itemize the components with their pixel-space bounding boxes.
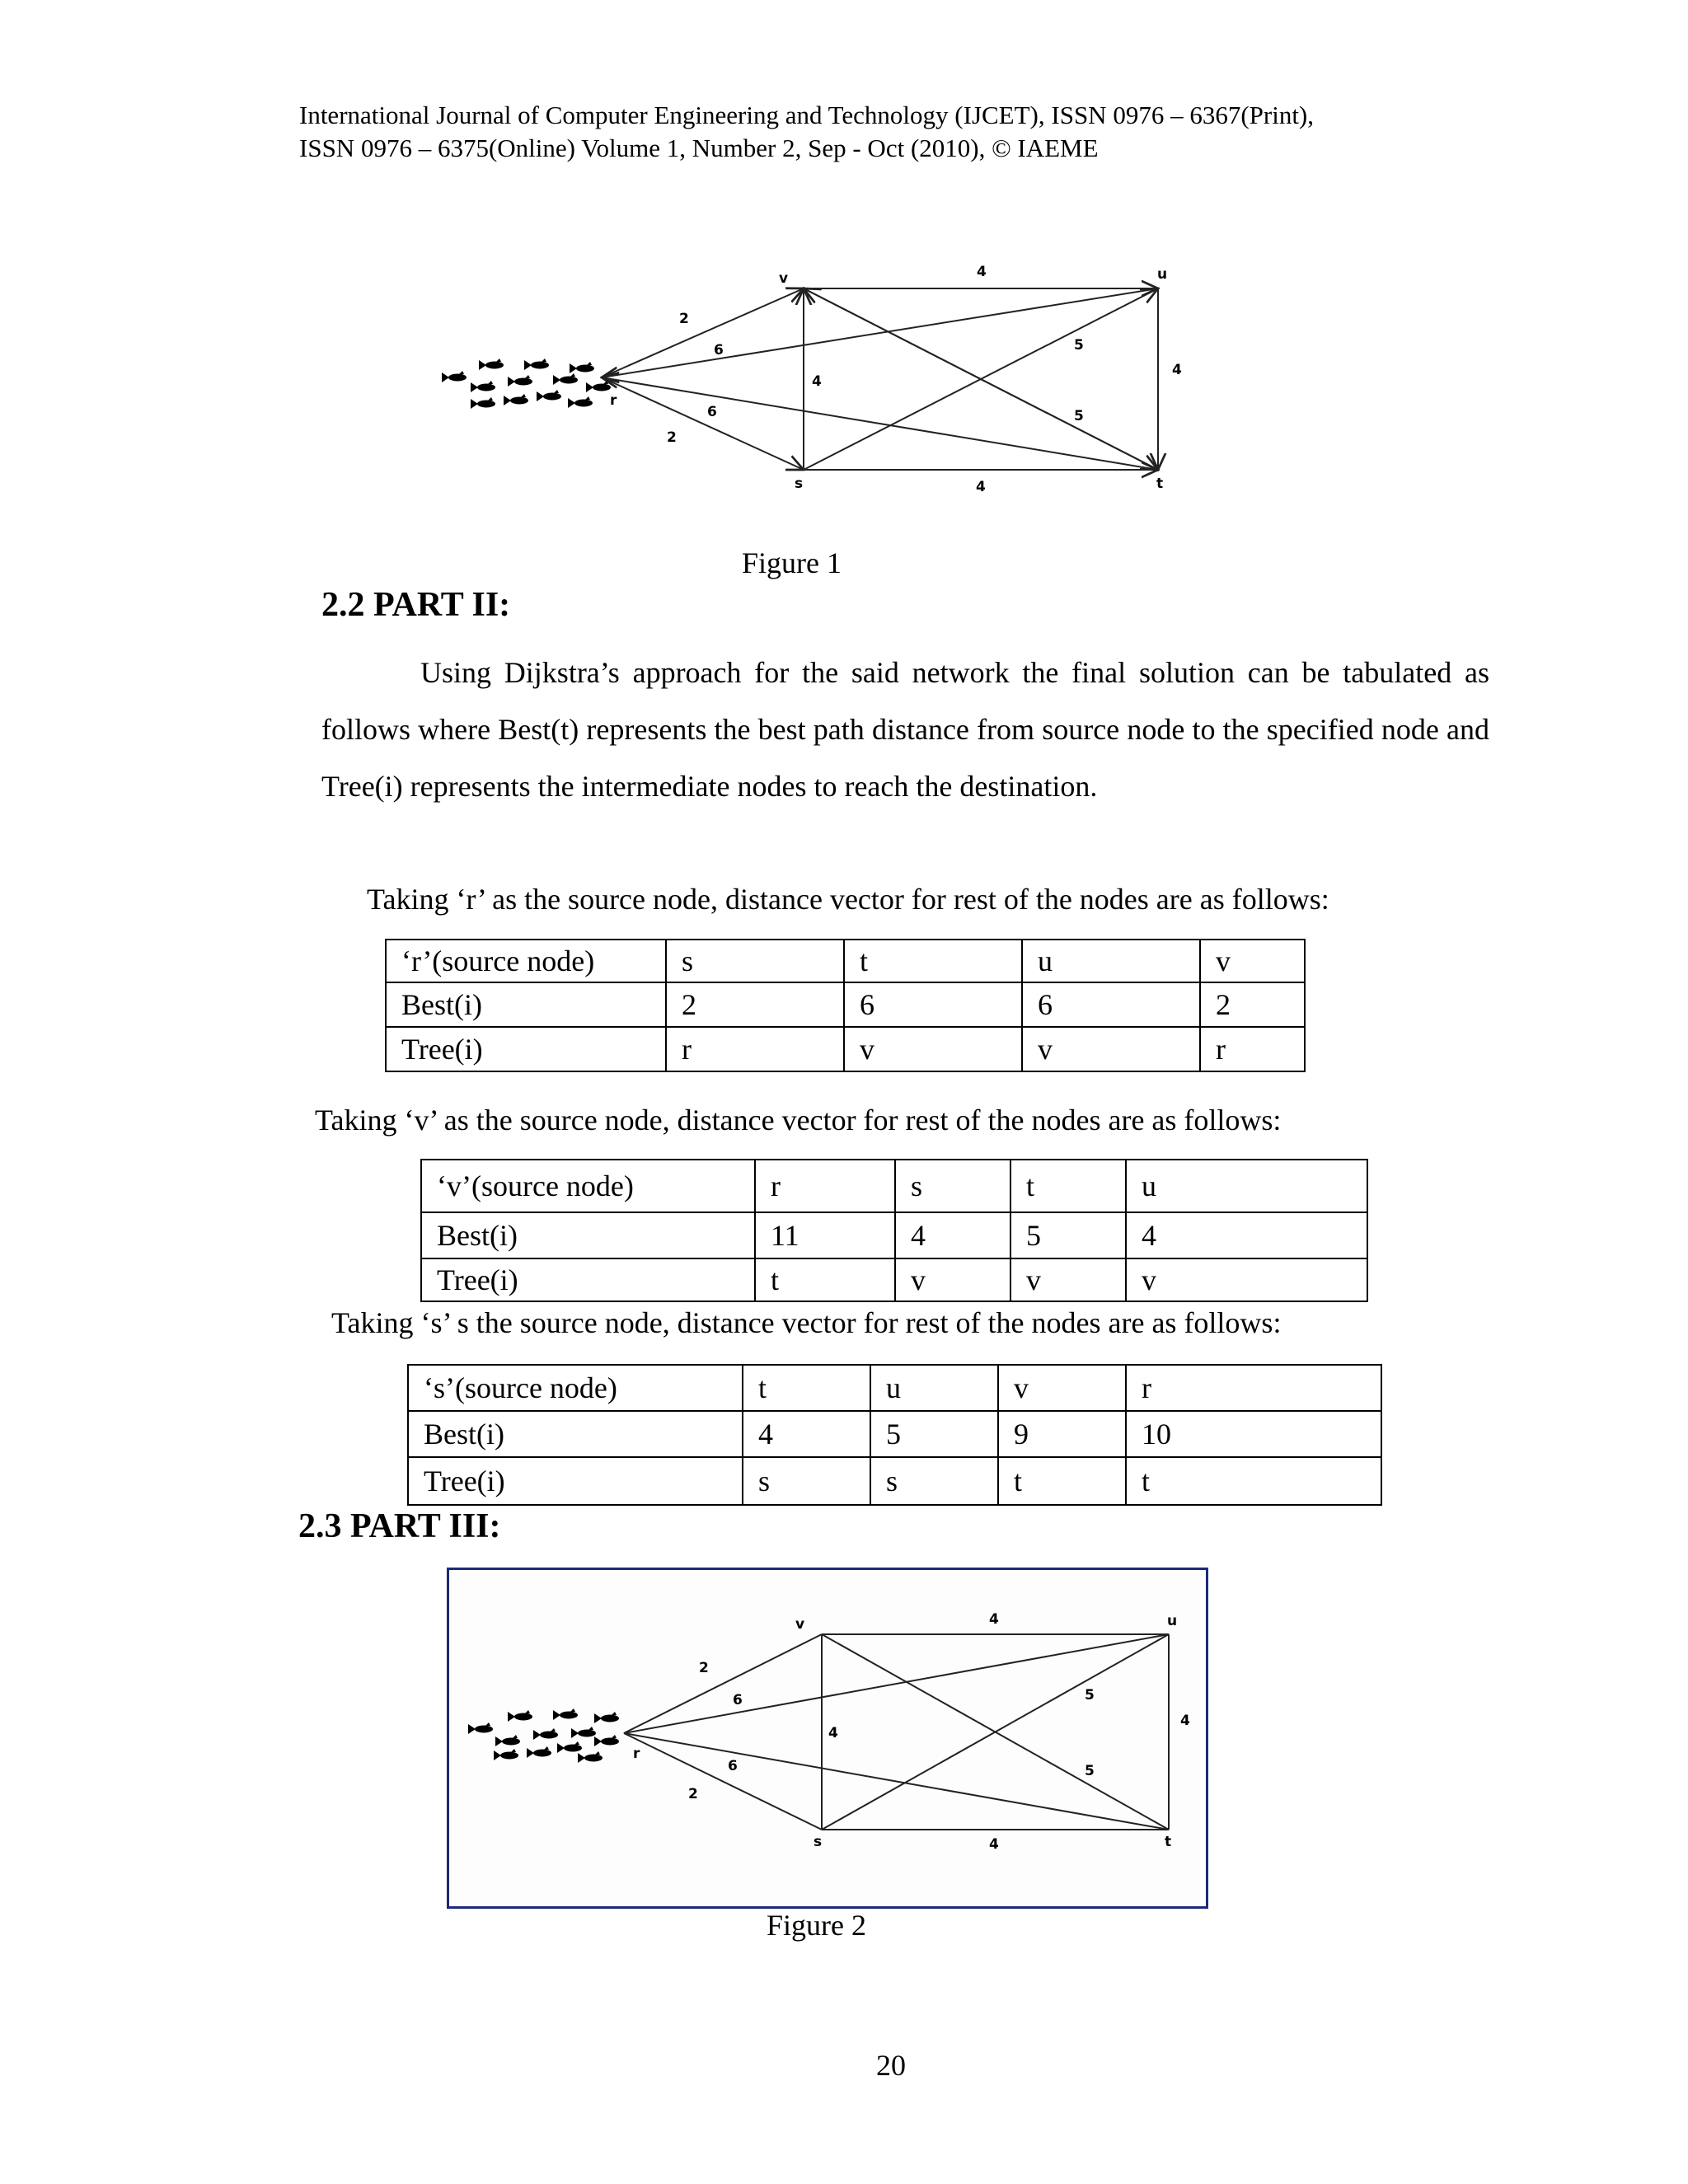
distance-table-s (407, 1364, 1382, 1506)
table-cell: 4 (895, 1212, 1010, 1258)
fish-school-icon (442, 359, 611, 409)
weight-v-t: 5 (1085, 1763, 1095, 1779)
node-label-s: s (814, 1834, 823, 1850)
figure-1-graph (429, 223, 1203, 536)
table-cell: v (1022, 1027, 1200, 1071)
table-cell: 6 (1022, 982, 1200, 1027)
node-label-u: u (1157, 266, 1168, 283)
paragraph-text: Using Dijkstra’s approach for the said network the final solution can be tabulated as follows where Best(t) represents the best path distance from source node to the specified node and Tree(i) represents the intermediate nodes to reach the destination. (321, 656, 1489, 803)
node-label-v: v (795, 1616, 805, 1633)
table-row (408, 1457, 1381, 1505)
edge-u-r (602, 288, 1158, 377)
table-cell: Tree(i) (421, 1258, 755, 1301)
weight-u-t: 4 (1172, 362, 1182, 378)
table-cell: t (743, 1365, 870, 1411)
edge-r-s (624, 1733, 822, 1830)
weight-u-t: 4 (1180, 1713, 1190, 1729)
weight-r-s: 2 (688, 1786, 698, 1802)
table-row (421, 1212, 1367, 1258)
weight-v-u: 4 (977, 264, 987, 280)
weight-r-v: 2 (679, 311, 689, 327)
page-number: 20 (876, 2049, 906, 2082)
table-row (386, 1027, 1305, 1071)
table-cell: 4 (1126, 1212, 1367, 1258)
table-cell: r (666, 1027, 844, 1071)
distance-table-v (420, 1159, 1368, 1302)
table-cell: Tree(i) (386, 1027, 666, 1071)
table-cell: t (844, 940, 1022, 982)
weight-v-u: 4 (989, 1611, 999, 1628)
edge-r-u (624, 1634, 1169, 1733)
weight-r-v: 2 (699, 1660, 709, 1676)
node-label-u: u (1167, 1613, 1178, 1629)
weight-v-s: 4 (828, 1725, 838, 1741)
section-2-2-paragraph (321, 644, 1489, 815)
table-cell: Best(i) (421, 1212, 755, 1258)
table-cell: v (1010, 1258, 1126, 1301)
figure-2-frame (447, 1568, 1208, 1909)
table-cell: u (1126, 1160, 1367, 1212)
section-2-3-heading: 2.3 PART III: (298, 1507, 501, 1545)
table-row (408, 1411, 1381, 1457)
node-label-v: v (779, 270, 789, 287)
table-cell: v (895, 1258, 1010, 1301)
weight-s-u: 5 (1085, 1687, 1095, 1704)
table-cell: 2 (666, 982, 844, 1027)
table-cell: s (743, 1457, 870, 1505)
weight-v-s: 4 (812, 373, 822, 390)
table-cell: 9 (998, 1411, 1126, 1457)
table-row (386, 982, 1305, 1027)
weight-r-t: 6 (728, 1758, 738, 1774)
weight-v-t: 5 (1074, 408, 1084, 424)
node-label-r: r (610, 392, 617, 409)
table-cell: v (844, 1027, 1022, 1071)
table-row (421, 1258, 1367, 1301)
table-row (408, 1365, 1381, 1411)
node-label-t: t (1156, 476, 1164, 492)
weight-s-t: 4 (989, 1836, 999, 1853)
table-cell: u (1022, 940, 1200, 982)
weight-s-t: 4 (976, 479, 986, 495)
table-cell: Best(i) (386, 982, 666, 1027)
table-cell: s (895, 1160, 1010, 1212)
distance-table-r (385, 939, 1306, 1072)
figure-2-graph (449, 1570, 1206, 1906)
table-cell: ‘s’(source node) (408, 1365, 743, 1411)
edge-r-v (624, 1634, 822, 1733)
table-cell: 6 (844, 982, 1022, 1027)
weight-r-t: 6 (707, 404, 717, 420)
table-cell: 5 (870, 1411, 998, 1457)
table-cell: v (1126, 1258, 1367, 1301)
table-cell: Tree(i) (408, 1457, 743, 1505)
node-label-s: s (795, 476, 804, 492)
table-cell: s (870, 1457, 998, 1505)
node-label-t: t (1165, 1834, 1172, 1850)
table-cell: t (755, 1258, 895, 1301)
table-cell: r (1126, 1365, 1381, 1411)
table-cell: t (1126, 1457, 1381, 1505)
table-cell: v (998, 1365, 1126, 1411)
table-cell: u (870, 1365, 998, 1411)
journal-header-line-1: International Journal of Computer Engineering and Technology (IJCET), ISSN 0976 – 6367(Print), (299, 101, 1315, 129)
table-cell: s (666, 940, 844, 982)
table-cell: r (1200, 1027, 1305, 1071)
table-cell: ‘r’(source node) (386, 940, 666, 982)
table-cell: ‘v’(source node) (421, 1160, 755, 1212)
journal-header-line-2: ISSN 0976 – 6375(Online) Volume 1, Number 2, Sep - Oct (2010), © IAEME (299, 134, 1099, 162)
table-cell: Best(i) (408, 1411, 743, 1457)
table-cell: 11 (755, 1212, 895, 1258)
intro-s-source: Taking ‘s’ s the source node, distance vector for rest of the nodes are as follows: (331, 1306, 1282, 1339)
table-cell: t (998, 1457, 1126, 1505)
weight-r-s: 2 (667, 429, 677, 446)
table-cell: v (1200, 940, 1305, 982)
fish-school-icon (468, 1708, 619, 1763)
table-cell: 10 (1126, 1411, 1381, 1457)
table-cell: t (1010, 1160, 1126, 1212)
figure-1-caption: Figure 1 (742, 546, 842, 579)
table-cell: 5 (1010, 1212, 1126, 1258)
weight-r-u: 6 (733, 1692, 743, 1708)
section-2-2-heading: 2.2 PART II: (321, 586, 511, 624)
table-cell: 4 (743, 1411, 870, 1457)
table-row (421, 1160, 1367, 1212)
weight-s-u: 5 (1074, 337, 1084, 354)
table-cell: 2 (1200, 982, 1305, 1027)
intro-v-source: Taking ‘v’ as the source node, distance vector for rest of the nodes are as follows: (315, 1104, 1282, 1137)
node-label-r: r (633, 1746, 640, 1762)
intro-r-source: Taking ‘r’ as the source node, distance vector for rest of the nodes are as follows: (367, 883, 1329, 916)
figure-2-caption: Figure 2 (767, 1909, 866, 1942)
edge-r-s (602, 377, 804, 470)
table-cell: r (755, 1160, 895, 1212)
edge-r-v (602, 288, 804, 377)
weight-r-u: 6 (714, 342, 724, 359)
table-row (386, 940, 1305, 982)
edge-r-t (624, 1733, 1169, 1830)
